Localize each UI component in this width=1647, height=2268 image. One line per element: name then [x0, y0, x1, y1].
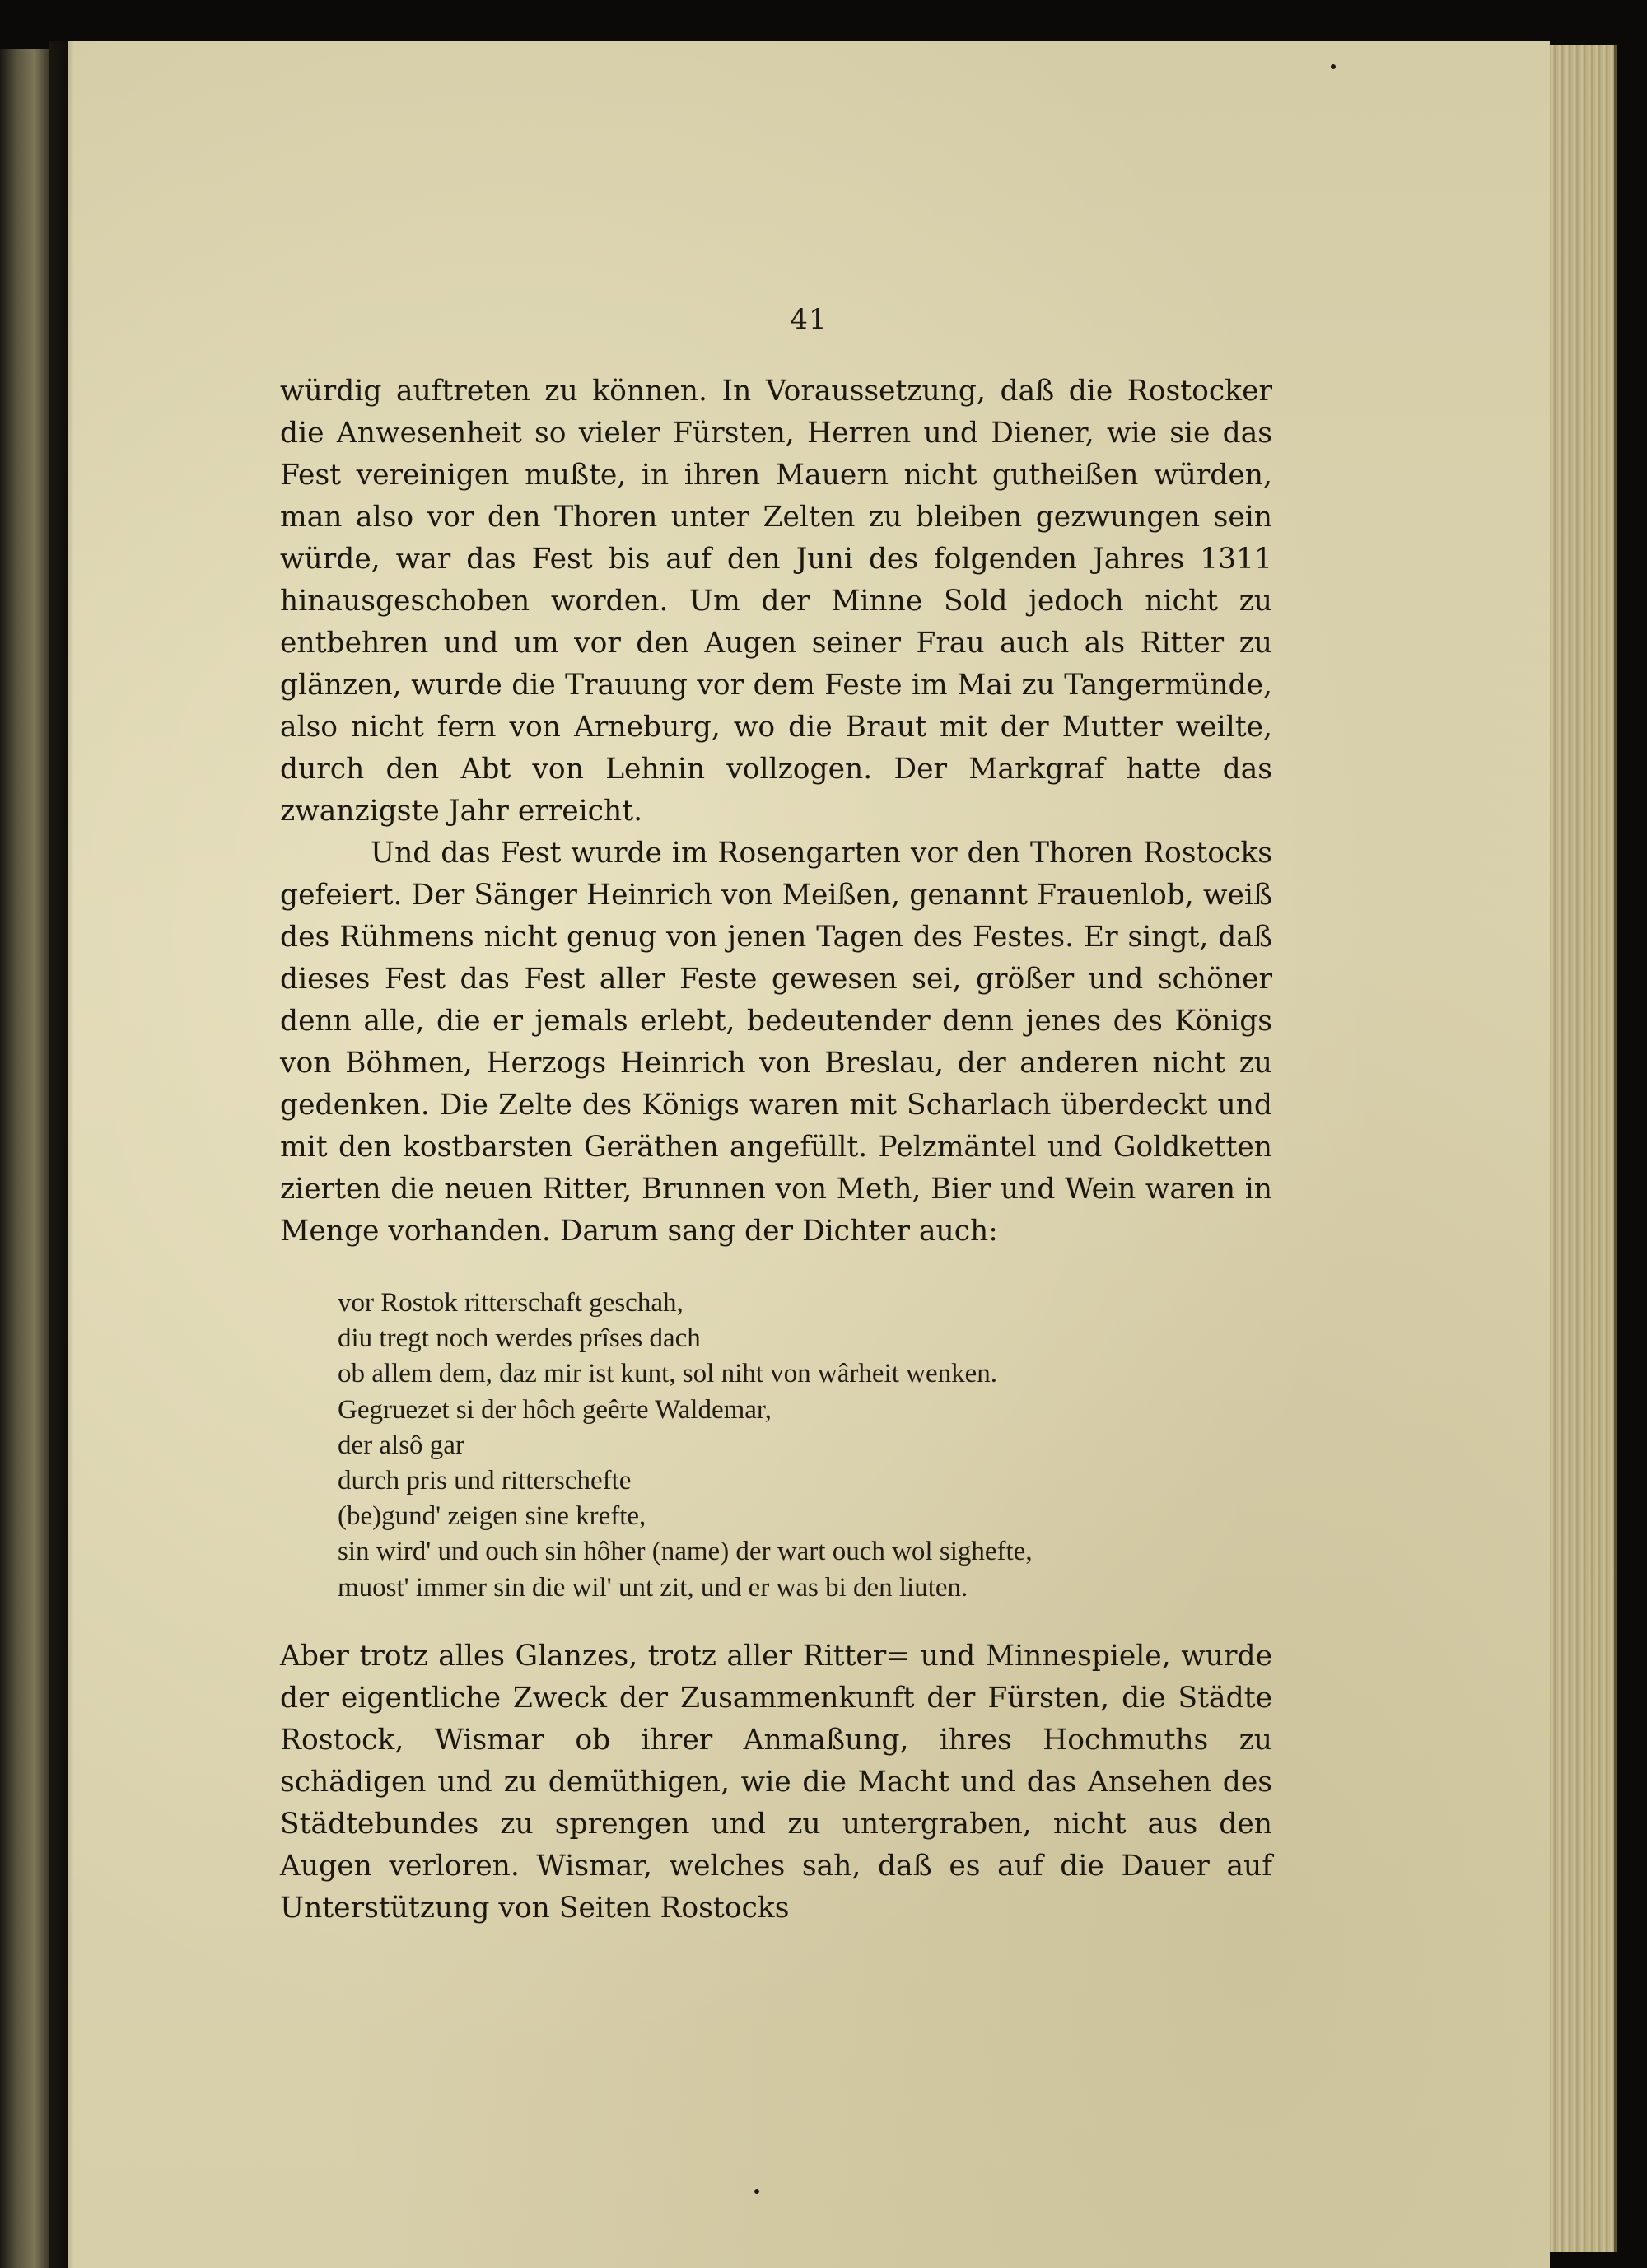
verse-line: muost' immer sin die wil' unt zit, und er was bi den liuten.	[338, 1572, 968, 1603]
page-body	[280, 371, 1272, 1930]
verse-line: vor Rostok ritterschaft geschah,	[338, 1288, 684, 1318]
adjacent-page-edge	[0, 49, 49, 2268]
verse-line: sin wird' und ouch sin hôher (name) der wart ouch wol sighefte,	[338, 1537, 1033, 1567]
verse-line: diu tregt noch werdes prîses dach	[338, 1323, 701, 1354]
verse-line: Gegruezet si der hôch geêrte Waldemar,	[338, 1394, 772, 1425]
speck	[1331, 64, 1336, 69]
paragraph-2: Und das Fest wurde im Rosengarten vor den Thoren Rostocks gefeiert. Der Sänger Heinrich von Meißen, genannt Frauenlob, weiß des Rühmens nicht genug von jenen Tagen des Festes. Er singt, daß dieses Fest das Fest aller Feste gewesen sei, größer und schöner denn alle, die er jemals erlebt, bedeutender denn jenes des Königs von Böhmen, Herzogs Heinrich von Breslau, der anderen nicht zu gedenken. Die Zelte des Königs waren mit Scharlach überdeckt und mit den kostbarsten Geräthen angefüllt. Pelzmäntel und Goldketten zierten die neuen Ritter, Brunnen von Meth, Bier und Wein waren in Menge vorhanden. Darum sang der Dichter auch:	[280, 837, 1272, 1248]
verse-line: ob allem dem, daz mir ist kunt, sol niht von wârheit wenken.	[338, 1359, 998, 1389]
verse-line: der alsô gar	[338, 1430, 464, 1460]
gutter-shadow	[49, 41, 74, 2268]
paragraph-3: Aber trotz alles Glanzes, trotz aller Ritter= und Minnespiele, wurde der eigentliche Zweck der Zusammenkunft der Fürsten, die Städte Rostock, Wismar ob ihrer Anmaßung, ihres Hochmuths zu schädigen und zu demüthigen, wie die Macht und das Ansehen des Städtebundes zu sprengen und zu untergraben, nicht aus den Augen verloren. Wismar, welches sah, daß es auf die Dauer auf Unterstützung von Seiten Rostocks	[280, 1639, 1272, 1925]
verse-quotation	[338, 1286, 1272, 1606]
page-number: 41	[790, 303, 828, 336]
verse-line: durch pris und ritterschefte	[338, 1466, 632, 1496]
speck	[754, 2189, 759, 2194]
book-page	[68, 41, 1550, 2268]
paragraph-1: würdig auftreten zu können. In Voraussetzung, daß die Rostocker die Anwesenheit so vieler Fürsten, Herren und Diener, wie sie das Fest vereinigen mußte, in ihren Mauern nicht gutheißen würden, man also vor den Thoren unter Zelten zu bleiben gezwungen sein würde, war das Fest bis auf den Juni des folgenden Jahres 1311 hinausgeschoben worden. Um der Minne Sold jedoch nicht zu entbehren und um vor den Augen seiner Frau auch als Ritter zu glänzen, wurde die Trauung vor dem Feste im Mai zu Tangermünde, also nicht fern von Arneburg, wo die Braut mit der Mutter weilte, durch den Abt von Lehnin vollzogen. Der Markgraf hatte das zwanzigste Jahr erreicht.	[280, 375, 1272, 828]
verse-line: (be)gund' zeigen sine krefte,	[338, 1501, 646, 1532]
page-stack-edge	[1550, 45, 1617, 2252]
